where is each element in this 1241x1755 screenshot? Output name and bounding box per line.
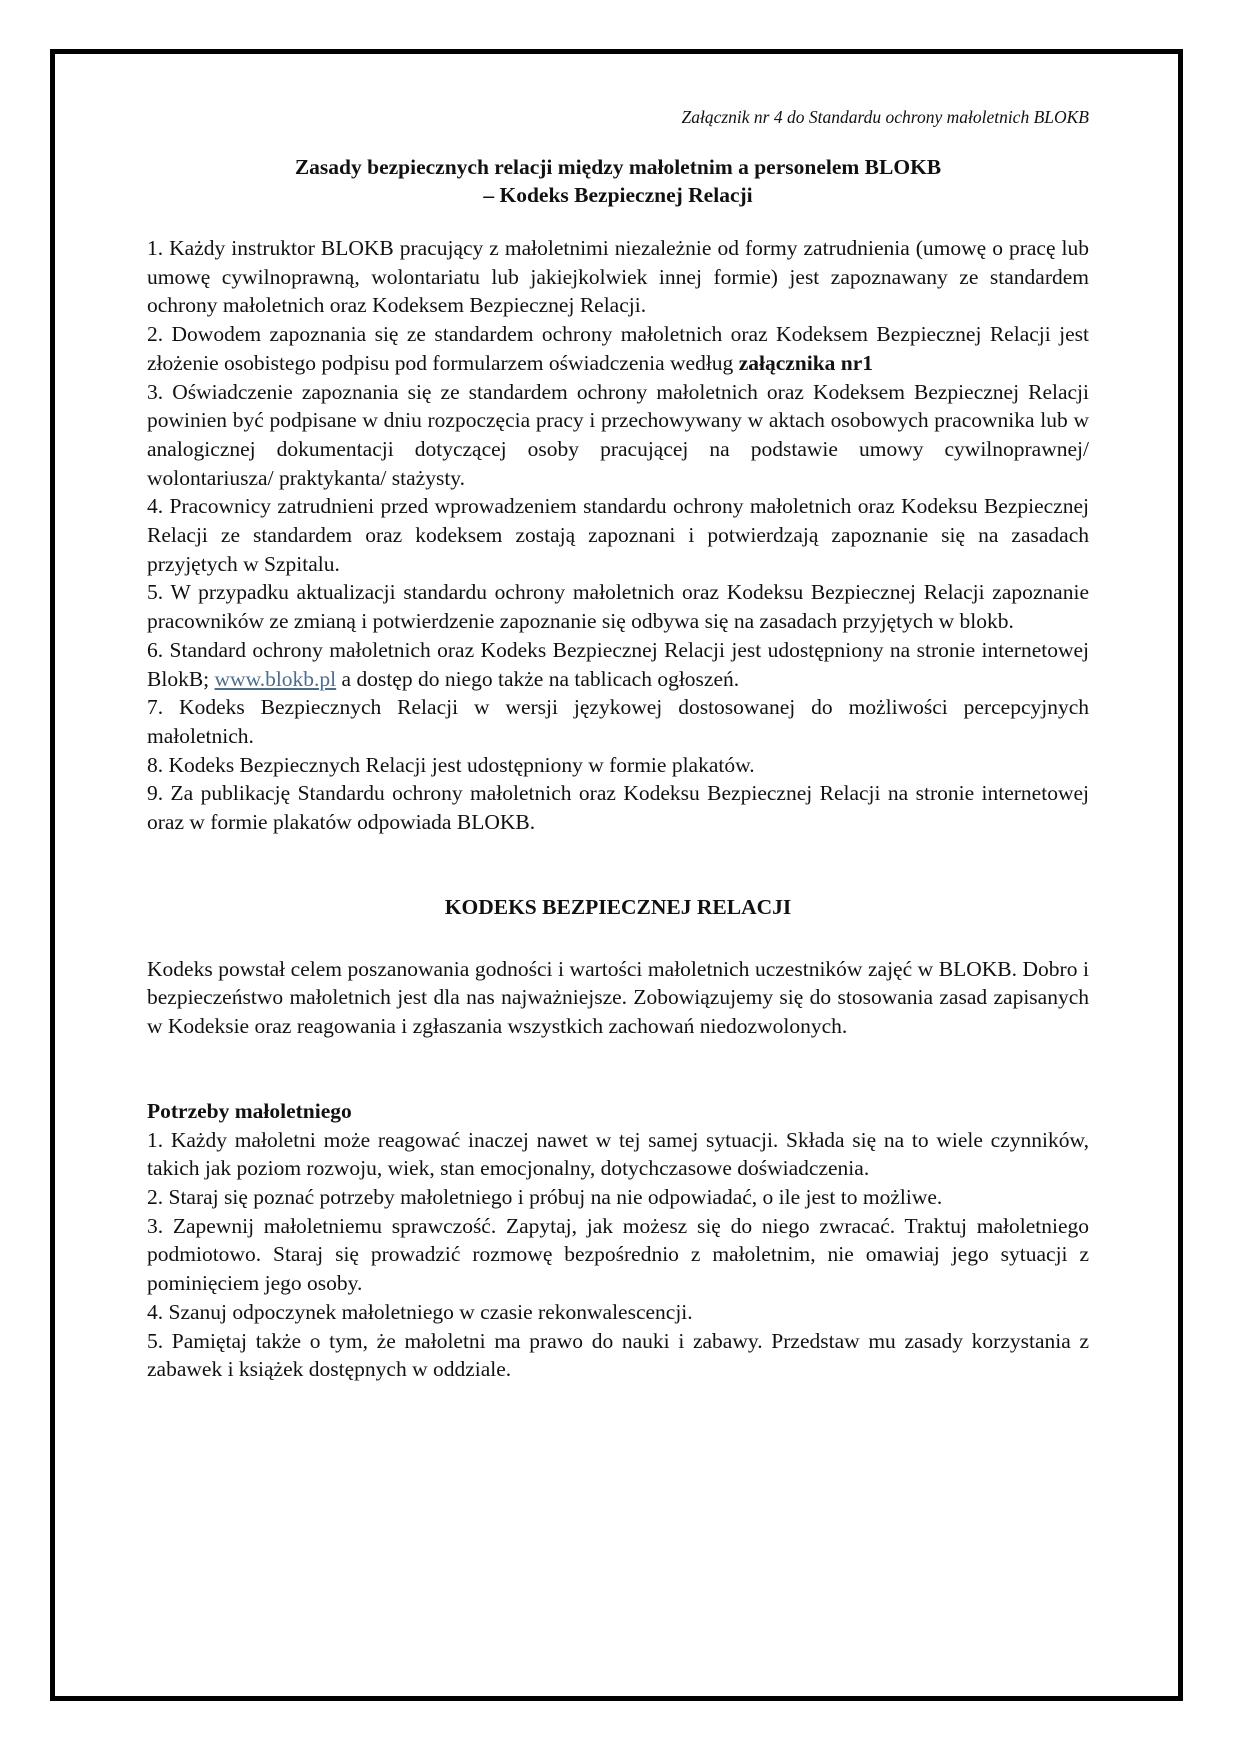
needs-item-4: 4. Szanuj odpoczynek małoletniego w czasie rekonwalescencji. — [147, 1299, 693, 1324]
annex-note: Załącznik nr 4 do Standardu ochrony małoletnich BLOKB — [681, 107, 1089, 127]
rule-item-2-text: 2. Dowodem zapoznania się ze standardem ochrony małoletnich oraz Kodeksem Bezpiecznej Relacji jest złożenie osobistego podpisu pod formularzem oświadczenia według — [147, 322, 1089, 375]
rule-item-7: 7. Kodeks Bezpiecznych Relacji w wersji językowej dostosowanej do możliwości percepcyjnych małoletnich. — [147, 695, 1089, 748]
document-title-line1: Zasady bezpiecznych relacji między małoletnim a personelem BLOKB — [294, 155, 942, 179]
document-title-line2: – Kodeks Bezpiecznej Relacji — [483, 183, 753, 207]
document-title — [147, 153, 1089, 209]
rule-item-6-after: a dostęp do niego także na tablicach ogłoszeń. — [336, 666, 740, 691]
rules-list — [147, 234, 1089, 837]
needs-item-5: 5. Pamiętaj także o tym, że małoletni ma prawo do nauki i zabawy. Przedstaw mu zasady korzystania z zabawek i książek dostępnych w oddziale. — [147, 1328, 1089, 1382]
attachment-reference: załącznika nr1 — [738, 350, 874, 375]
needs-item-2: 2. Staraj się poznać potrzeby małoletniego i próbuj na nie odpowiadać, o ile jest to możliwe. — [147, 1184, 943, 1209]
rule-item-5: 5. W przypadku aktualizacji standardu ochrony małoletnich oraz Kodeksu Bezpiecznej Relacji zapoznanie pracowników ze zmianą i potwierdzenie zapoznanie się odbywa się na zasadach przyjętych w blokb. — [147, 580, 1089, 634]
needs-item-1: 1. Każdy małoletni może reagować inaczej nawet w tej samej sytuacji. Składa się na to wiele czynników, takich jak poziom rozwoju, wiek, stan emocjonalny, dotychczasowe doświadczenia. — [147, 1127, 1089, 1181]
rule-item-6-text: 6. Standard ochrony małoletnich oraz Kodeks Bezpiecznej Relacji jest udostępniony na stronie internetowej BlokB; — [147, 637, 1089, 691]
needs-item-3: 3. Zapewnij małoletniemu sprawczość. Zapytaj, jak możesz się do niego zwracać. Traktuj małoletniego podmiotowo. Staraj się prowadzić rozmowę bezpośrednio z małoletnim, nie omawiaj jego sytuacji z pominięciem jego osoby. — [147, 1213, 1089, 1296]
rule-item-9: 9. Za publikację Standardu ochrony małoletnich oraz Kodeksu Bezpiecznej Relacji na stronie internetowej oraz w formie plakatów odpowiada BLOKB. — [147, 781, 1089, 835]
rule-item-2 — [147, 320, 1089, 377]
rule-item-6 — [147, 636, 1089, 693]
document-page — [147, 105, 1089, 1384]
rule-item-1: 1. Każdy instruktor BLOKB pracujący z małoletnimi niezależnie od formy zatrudnienia (umowę o pracę lub umowę cywilnoprawną, wolontariatu lub jakiejkolwiek innej formie) jest zapoznawany ze standardem ochrony małoletnich oraz Kodeksem Bezpiecznej Relacji. — [147, 236, 1089, 318]
website-link[interactable]: www.blokb.pl — [214, 666, 337, 691]
rule-item-4: 4. Pracownicy zatrudnieni przed wprowadzeniem standardu ochrony małoletnich oraz Kodeksu Bezpiecznej Relacji ze standardem oraz kodeksem zostają zapoznani i potwierdzają zapoznanie się na zasadach przyjętych w Szpitalu. — [147, 494, 1089, 576]
needs-list — [147, 1126, 1089, 1384]
code-intro: Kodeks powstał celem poszanowania godności i wartości małoletnich uczestników zajęć w BLOKB. Dobro i bezpieczeństwo małoletnich jest dla nas najważniejsze. Zobowiązujemy się do stosowania zasad zapisanych w Kodeksie oraz reagowania i zgłaszania wszystkich zachowań niedozwolonych. — [147, 956, 1089, 1039]
rule-item-3: 3. Oświadczenie zapoznania się ze standardem ochrony małoletnich oraz Kodeksem Bezpiecznej Relacji powinien być podpisane w dniu rozpoczęcia pracy i przechowywany w aktach osobowych pracownika lub w analogicznej dokumentacji dotyczącej osoby pracującej na podstawie umowy cywilnoprawnej/ wolontariusza/ praktykanta/ stażysty. — [147, 379, 1089, 490]
rule-item-8: 8. Kodeks Bezpiecznych Relacji jest udostępniony w formie plakatów. — [147, 752, 755, 777]
needs-section-title: Potrzeby małoletniego — [147, 1098, 352, 1123]
code-section-title: KODEKS BEZPIECZNEJ RELACJI — [444, 894, 792, 919]
